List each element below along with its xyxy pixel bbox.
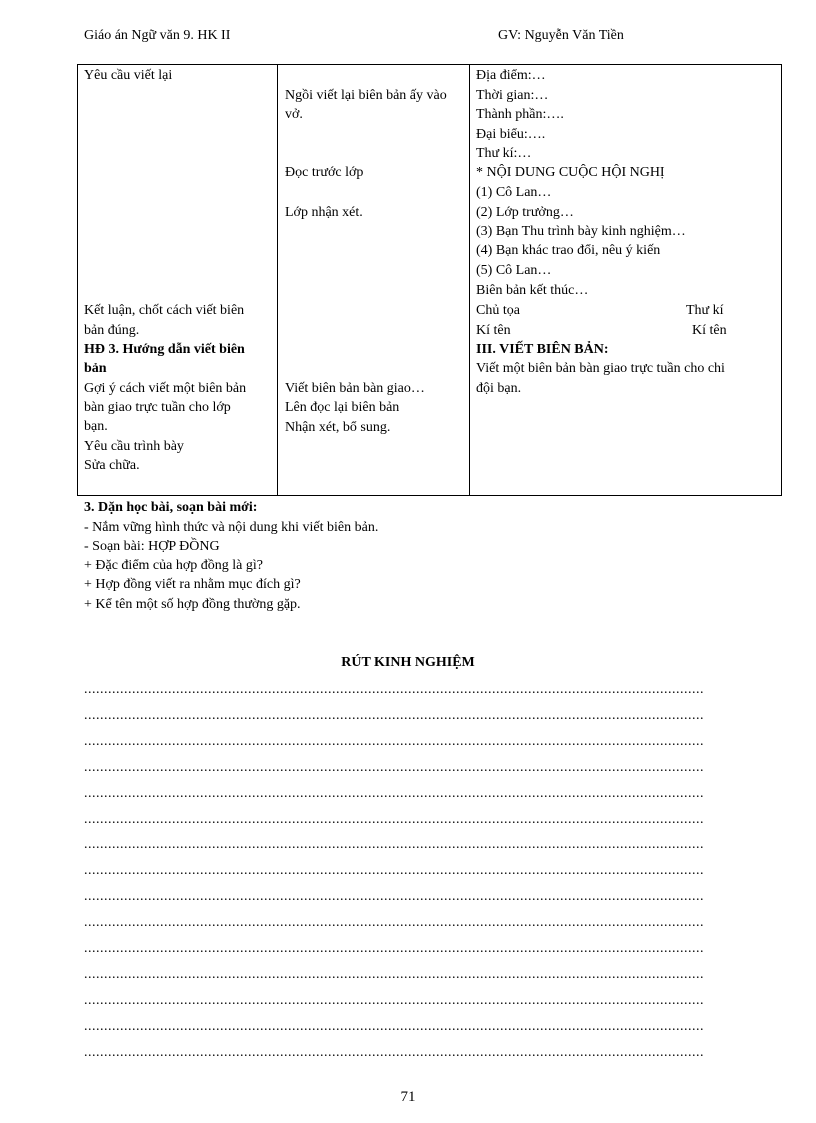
dotted-line: ........................................................................................................................................................... [84,890,704,905]
experience-title: RÚT KINH NGHIỆM [341,655,475,670]
hd3-heading-line-2: bản [84,361,107,376]
class-comment: Lớp nhận xét. [285,205,363,220]
write-task-line-2: đội bạn. [476,381,522,396]
section-3-heading: III. VIẾT BIÊN BẢN: [476,342,609,357]
homework-line: + Hợp đồng viết ra nhằm mục đích gì? [84,577,301,592]
hd3-heading-line-1: HĐ 3. Hướng dẫn viết biên [84,342,245,357]
sign-right: Kí tên [692,323,727,338]
suggest-line-1: Gợi ý cách viết một biên bản [84,381,247,396]
dotted-line: ........................................................................................................................................................... [84,942,704,956]
dotted-line: ........................................................................................................................................................... [84,708,704,723]
item-5: (5) Cô Lan… [476,263,552,278]
content-heading: * NỘI DUNG CUỘC HỘI NGHỊ [476,165,665,180]
header-lesson-title: Giáo án Ngữ văn 9. HK II [84,28,231,43]
dotted-line: ........................................................................................................................................................... [84,812,704,827]
request-rewrite: Yêu cầu viết lại [84,68,173,83]
rewrite-line-2: vở. [285,107,303,122]
review-text: Nhận xét, bổ sung. [285,420,391,435]
student-activity-cell [278,65,470,496]
lesson-table [77,64,782,496]
item-2: (2) Lớp trưởng… [476,205,574,220]
write-record: Viết biên bản bàn giao… [285,381,425,396]
write-task-line-1: Viết một biên bản bàn giao trực tuần cho chi [476,361,725,376]
dotted-line: ........................................................................................................................................................... [84,683,704,697]
chair-label: Chủ tọa [476,303,520,318]
dotted-line: ........................................................................................................................................................... [84,993,704,1008]
time: Thời gian:… [476,88,549,103]
dotted-line: ........................................................................................................................................................... [84,786,704,801]
request-present: Yêu cầu trình bày [84,439,184,454]
delegates: Đại biểu:…. [476,127,546,142]
page-header [84,28,784,48]
homework-line: + Đặc điểm của hợp đồng là gì? [84,558,263,573]
homework-line: - Nắm vững hình thức và nội dung khi viết biên bản. [84,520,379,535]
teacher-activity-cell [78,65,278,496]
read-before-class: Đọc trước lớp [285,165,364,180]
dotted-line: ........................................................................................................................................................... [84,1019,704,1034]
item-3: (3) Bạn Thu trình bày kinh nghiệm… [476,224,686,239]
suggest-line-3: bạn. [84,419,108,434]
secretary: Thư kí:… [476,146,532,161]
record-end: Biên bản kết thúc… [476,283,589,298]
item-4: (4) Bạn khác trao đổi, nêu ý kiến [476,243,661,258]
reread-record: Lên đọc lại biên bản [285,400,400,415]
homework-title: 3. Dặn học bài, soạn bài mới: [84,500,258,515]
homework-line: - Soạn bài: HỢP ĐỒNG [84,539,220,554]
conclusion-line-2: bản đúng. [84,323,140,338]
dotted-line: ........................................................................................................................................................... [84,760,704,775]
suggest-line-2: bàn giao trực tuần cho lớp [84,400,231,415]
secretary-sign-label: Thư kí [686,303,724,318]
members: Thành phần:…. [476,107,564,122]
sign-left: Kí tên [476,323,511,338]
content-cell [470,65,782,496]
item-1: (1) Cô Lan… [476,185,552,200]
dotted-line: ........................................................................................................................................................... [84,916,704,931]
rewrite-line-1: Ngồi viết lại biên bản ấy vào [285,88,447,103]
dotted-line: ........................................................................................................................................................... [84,734,704,749]
homework-line: + Kể tên một số hợp đồng thường gặp. [84,597,301,612]
page-number: 71 [400,1089,416,1105]
dotted-line: ........................................................................................................................................................... [84,838,704,853]
dotted-line: ........................................................................................................................................................... [84,864,704,879]
place: Địa điểm:… [476,68,546,83]
dotted-line: ........................................................................................................................................................... [84,967,704,982]
header-teacher: GV: Nguyễn Văn Tiền [498,28,624,43]
fix-text: Sửa chữa. [84,458,140,473]
dotted-line: ........................................................................................................................................................... [84,1045,704,1060]
conclusion-line-1: Kết luận, chốt cách viết biên [84,303,245,318]
